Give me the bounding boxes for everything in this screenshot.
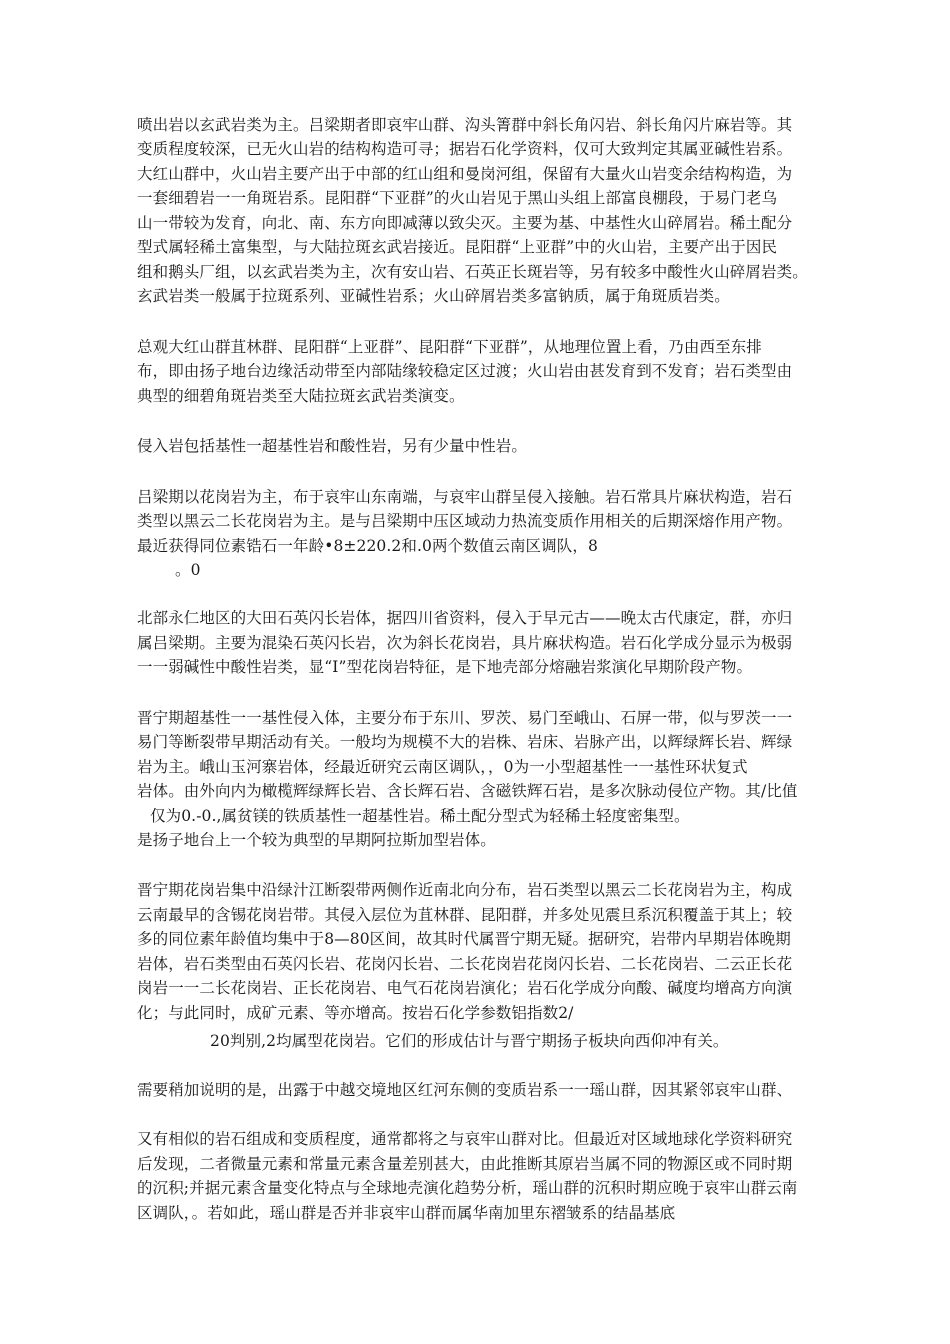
text-line: 喷出岩以玄武岩类为主。吕梁期者即哀牢山群、沟头箐群中斜长角闪岩、斜长角闪片麻岩等。其 [137,116,793,134]
text-line: 晋宁期花岗岩集中沿绿汁江断裂带两侧作近南北向分布，岩石类型以黑云二长花岗岩为主，构成 [137,881,793,899]
text-line: 仅为0.-0.,属贫镁的铁质基性一超基性岩。稀土配分型式为轻稀土轻度密集型。 [150,807,690,825]
text-line: 变质程度较深，已无火山岩的结构构造可寻；据岩石化学资料，仅可大致判定其属亚碱性岩系。 [137,140,793,158]
text-line: 最近获得同位素锆石一年龄•8±220.2和.0两个数值云南区调队，8 [137,537,598,555]
text-line: 侵入岩包括基性一超基性岩和酸性岩，另有少量中性岩。 [137,437,528,455]
text-line: 山一带较为发育，向北、南、东方向即减薄以致尖灭。主要为基、中基性火山碎屑岩。稀土配分 [137,214,793,232]
text-line: 型式属轻稀土富集型，与大陆拉斑玄武岩接近。昆阳群“上亚群”中的火山岩，主要产出于因民 [137,238,778,256]
text-line: 总观大红山群苴林群、昆阳群“上亚群”、昆阳群“下亚群”，从地理位置上看，乃由西至东排 [137,338,762,356]
text-line: 20判别,2均属型花岗岩。它们的形成估计与晋宁期扬子板块向西仰冲有关。 [210,1032,729,1050]
text-line: 岩体，岩石类型由石英闪长岩、花岗闪长岩、二长花岗岩花岗闪长岩、二长花岗岩、二云正长花 [137,955,793,973]
text-line: 玄武岩类一般属于拉斑系列、亚碱性岩系；火山碎屑岩类多富钠质，属于角斑质岩类。 [137,287,730,305]
text-line: 易门等断裂带早期活动有关。一般均为规模不大的岩株、岩床、岩脉产出，以辉绿辉长岩、辉绿 [137,733,793,751]
text-line: 化；与此同时，成矿元素、等亦增高。按岩石化学参数铝指数2/ [137,1004,574,1022]
text-line: 需要稍加说明的是，出露于中越交境地区红河东侧的变质岩系一一瑶山群，因其紧邻哀牢山群、 [137,1081,793,1099]
text-line: 岩为主。峨山玉河寨岩体，经最近研究云南区调队，，0为一小型超基性一一基性环状复式 [137,758,748,776]
text-line: 后发现，二者微量元素和常量元素含量差别甚大，由此推断其原岩当属不同的物源区或不同时期 [137,1155,793,1173]
text-line: 的沉积;并据元素含量变化特点与全球地壳演化趋势分析，瑶山群的沉积时期应晚于哀牢山群云南 [137,1179,798,1197]
text-line: 岩体。由外向内为橄榄辉绿辉长岩、含长辉石岩、含磁铁辉石岩，是多次脉动侵位产物。其/比值 [137,782,798,800]
text-line: 大红山群中，火山岩主要产出于中部的红山组和曼岗河组，保留有大量火山岩变余结构构造，为 [137,165,793,183]
text-line: 晋宁期超基性一一基性侵入体，主要分布于东川、罗茨、易门至峨山、石屏一带，似与罗茨一一 [137,709,793,727]
text-line: 典型的细碧角斑岩类至大陆拉斑玄武岩类演变。 [137,387,465,405]
text-line: 类型以黑云二长花岗岩为主。是与吕梁期中压区域动力热流变质作用相关的后期深熔作用产物。 [137,512,793,530]
text-line: 一一弱碱性中酸性岩类，显“I”型花岗岩特征，是下地壳部分熔融岩浆演化早期阶段产物。 [137,658,753,676]
text-line: 又有相似的岩石组成和变质程度，通常都将之与哀牢山群对比。但最近对区域地球化学资料研究 [137,1130,793,1148]
text-line: 布，即由扬子地台边缘活动带至内部陆缘较稳定区过渡；火山岩由甚发育到不发育；岩石类型由 [137,362,793,380]
text-line: 区调队，。若如此，瑶山群是否并非哀牢山群而属华南加里东褶皱系的结晶基底 [137,1204,676,1222]
text-line: 岗岩一一二长花岗岩、正长花岗岩、电气石花岗岩演化；岩石化学成分向酸、碱度均增高方向演 [137,979,793,997]
text-line: 属吕梁期。主要为混染石英闪长岩，次为斜长花岗岩，具片麻状构造。岩石化学成分显示为极弱 [137,634,793,652]
text-line: 。0 [175,561,201,579]
text-line: 多的同位素年龄值均集中于8—80区间，故其时代属晋宁期无疑。据研究，岩带内早期岩体晚期 [137,930,791,948]
text-line: 组和鹅头厂组，以玄武岩类为主，次有安山岩、石英正长斑岩等，另有较多中酸性火山碎屑岩类。 [137,263,808,281]
text-line: 一套细碧岩一一角斑岩系。昆阳群“下亚群”的火山岩见于黑山头组上部富良棚段，于易门老乌 [137,189,778,207]
text-line: 云南最早的含锡花岗岩带。其侵入层位为苴林群、昆阳群，并多处见震旦系沉积覆盖于其上；较 [137,906,793,924]
text-line: 是扬子地台上一个较为典型的早期阿拉斯加型岩体。 [137,831,496,849]
text-line: 北部永仁地区的大田石英闪长岩体，据四川省资料，侵入于早元古——晚太古代康定，群，亦归 [137,609,793,627]
text-line: 吕梁期以花岗岩为主，布于哀牢山东南端，与哀牢山群呈侵入接触。岩石常具片麻状构造，岩石 [137,488,793,506]
